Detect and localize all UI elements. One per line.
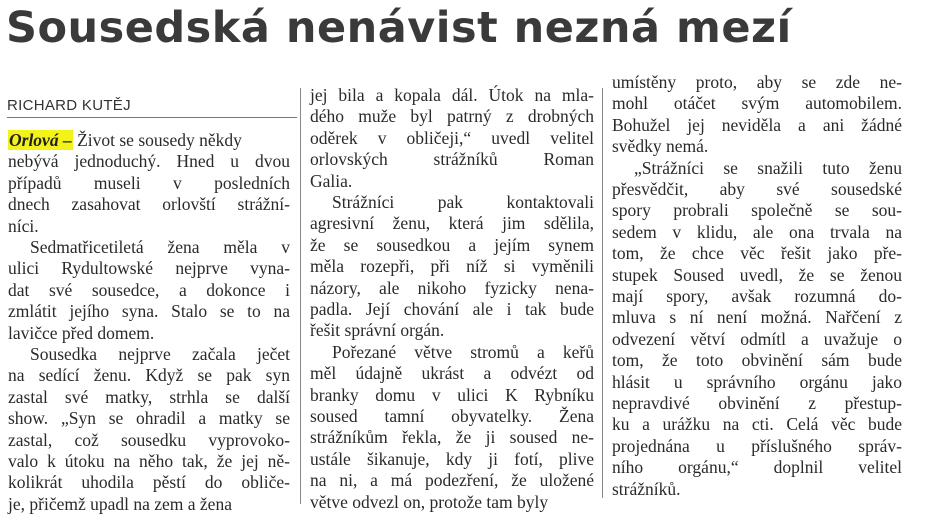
article-text: Život se sousedy někdy [72, 130, 242, 150]
article-line: projednána u příslušného správ- [612, 435, 902, 456]
article-line: měla rozepři, při níž si vyměnili [310, 256, 594, 277]
article-line: Strážníci pak kontaktovali [332, 192, 594, 212]
article-line: mají spory, avšak rozumná do- [612, 286, 902, 306]
article-line: valo k útoku na něho tak, že jej ně- [8, 451, 290, 471]
article-line: Pořezané větve stromů a keřů [332, 341, 594, 362]
article-line: tom, že chce věc řešit jako pře- [612, 243, 902, 264]
article-line: níci. [8, 215, 39, 236]
article-line: hlásit u správního orgánu jako [612, 371, 902, 392]
article-line: spory probrali společně se sou- [612, 200, 902, 221]
article-line: padla. Její chování ale i tak bude [310, 299, 594, 319]
article-line [8, 130, 290, 151]
article-line: větve odvezl on, protože tam byly [310, 491, 549, 512]
article-line: „Strážníci se snažili tuto ženu [634, 157, 902, 178]
article-line: ku a urážku na cti. Celá věc bude [612, 414, 902, 435]
article-line: ního orgánu,“ doplnil velitel [612, 457, 902, 478]
article-line: umístěny proto, aby se zde ne- [612, 72, 902, 92]
article-line: nebývá jednoduchý. Hned u dvou [8, 151, 290, 172]
article-line: Bohužel jej neviděla a ani žádné [612, 114, 902, 135]
article-line: odvezení větví odmítl a uvažuje o [612, 328, 902, 349]
headline: Sousedská nenávist nezná mezí [6, 3, 792, 53]
article-line: lavičce před domem. [8, 322, 155, 343]
column-divider [300, 88, 301, 504]
article-line: ulici Rydultowské nejprve vyna- [8, 258, 290, 279]
article-line: řešit správní orgán. [310, 320, 445, 341]
article-line: sedem v klidu, ale ona trvala na [612, 221, 902, 242]
author-byline: RICHARD KUTĚJ [7, 97, 297, 118]
article-line: svědky nemá. [612, 136, 709, 157]
article-line: dého muže byl patrný z drobných [310, 106, 594, 127]
location-lead: Orlová – [9, 130, 72, 150]
column-divider [602, 88, 603, 498]
article-line: ustále šikanuje, kdy ji fotí, plive [310, 448, 594, 469]
article-line: mohl otáčet svým automobilem. [612, 93, 902, 114]
article-line: dat své sousedce, a dokonce i [8, 279, 290, 300]
article-line: soused tamní obyvatelky. Žena [310, 406, 594, 426]
article-line: branky domu v ulici K Rybníku [310, 384, 594, 405]
article-line: dnech zasahovat orlovští strážní- [8, 194, 290, 215]
article-line: jej bila a kopala dál. Útok na mla- [310, 85, 594, 105]
article-line: show. „Syn se ohradil a matky se [8, 408, 290, 429]
article-line: případů museli v posledních [8, 172, 290, 193]
article-line: je, přičemž upadl na zem a žena [8, 493, 232, 514]
article-line: na sedící ženu. Když se pak syn [8, 365, 290, 386]
article-line: tom, že toto obvinění sám bude [612, 350, 902, 371]
article-line: na ni, a má podezření, že uložené [310, 470, 594, 491]
article-line: agresivní ženu, která jim sdělila, [310, 213, 594, 234]
article-line: přesvědčit, aby své sousedské [612, 179, 902, 199]
article-line: stupek Soused uvedl, že se ženou [612, 264, 902, 285]
article-line: Sedmatřicetiletá žena měla v [30, 237, 290, 257]
article-line: oděrek v obličeji,“ uvedl velitel [310, 127, 594, 148]
article-line: nepravdivé obvinění z přestup- [612, 393, 902, 413]
article-line: strážníkům řekla, že ji soused ne- [310, 427, 594, 448]
article-line: mluva s ní není možná. Nařčení z [612, 307, 902, 328]
article-line: orlovských strážníků Roman [310, 149, 594, 170]
article-line: že se sousedkou a jejím synem [310, 234, 594, 255]
article-line: strážníků. [612, 478, 681, 499]
article-line: zastal své matky, strhla se další [8, 386, 290, 407]
article-line: kolikrát uhodila pěstí do obliče- [8, 472, 290, 493]
article-line: názory, ale nikoho fyzicky nena- [310, 277, 594, 298]
article-line: zastal, což sousedku vyprovoko- [8, 429, 290, 450]
article-line: Sousedka nejprve začala ječet [30, 344, 290, 364]
article-line: Galia. [310, 170, 353, 191]
article-line: zmlátit jejího syna. Stalo se to na [8, 301, 290, 322]
article-line: měl údajně ukrást a odvézt od [310, 363, 594, 384]
